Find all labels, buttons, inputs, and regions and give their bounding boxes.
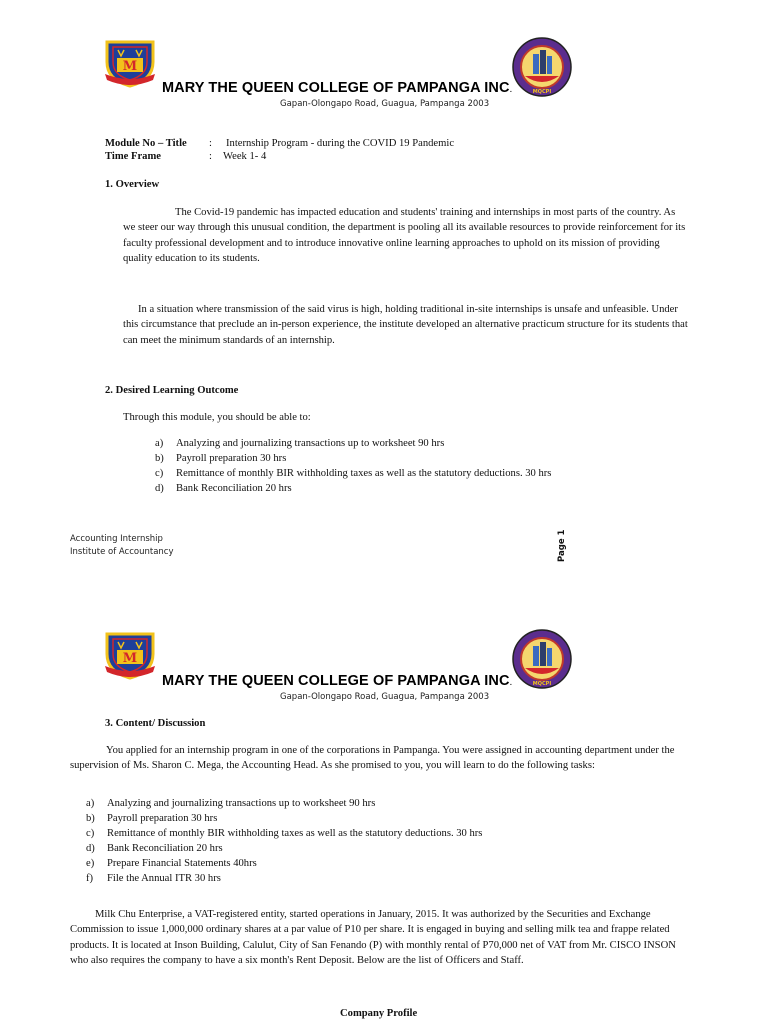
outcome-list (155, 436, 551, 496)
list-item: a) Analyzing and journalizing transactions up to worksheet 90 hrs (155, 438, 445, 449)
shield-letter: M (122, 59, 138, 74)
institute-seal-logo (511, 36, 573, 98)
content-paragraph-1: You applied for an internship program in one of the corporations in Pampanga. You were assigned in accounting department under the supervision of Ms. Sharon C. Mega, the Accounting Head. As she promised to you, you will learn to do the following tasks: (70, 745, 675, 772)
institute-seal-logo (511, 628, 573, 690)
list-item: b) Payroll preparation 30 hrs (155, 453, 287, 464)
timeframe-colon: : (209, 151, 212, 162)
case-paragraph: Milk Chu Enterprise, a VAT-registered entity, started operations in January, 2015. It was authorized by the Securities and Exchange Commission to issue 1,000,000 ordinary shares at a par value of P10 per share. It is engaged in buying and selling milk tea and frappe related products. It is located at Inson Building, Calulut, City of San Fenando (P) with monthly rental of P70,000 net of VAT from Mr. CISCO INSON who also requires the company to have a six month's Rent Deposit. Below are the list of Officers and Staff. (70, 909, 676, 966)
module-label: Module No – Title (105, 138, 187, 149)
school-address: Gapan-Olongapo Road, Guagua, Pampanga 2003 (280, 99, 490, 109)
seal-text: MQCPI (532, 89, 552, 95)
shield-letter: M (122, 651, 138, 666)
list-item: e) Prepare Financial Statements 40hrs (86, 858, 257, 869)
company-profile-heading: Company Profile (340, 1008, 418, 1019)
school-shield-logo (103, 38, 157, 88)
list-item: d) Bank Reconciliation 20 hrs (155, 483, 292, 494)
school-shield-logo (103, 630, 157, 680)
school-name: MARY THE QUEEN COLLEGE OF PAMPANGA INC. (162, 673, 513, 689)
content-heading: 3. Content/ Discussion (105, 718, 206, 729)
timeframe-label: Time Frame (105, 151, 161, 162)
footer-line-2: Institute of Accountancy (70, 547, 174, 557)
outcome-intro: Through this module, you should be able to: (123, 412, 311, 423)
task-list (86, 796, 482, 886)
seal-text: MQCPI (532, 681, 552, 687)
footer-block (70, 533, 174, 559)
school-name: MARY THE QUEEN COLLEGE OF PAMPANGA INC. (162, 80, 513, 96)
list-item: c) Remittance of monthly BIR withholding taxes as well as the statutory deductions. 30 hrs (155, 468, 552, 479)
page-number: Page 1 (557, 529, 567, 562)
list-item: a) Analyzing and journalizing transactions up to worksheet 90 hrs (86, 798, 376, 809)
list-item: f) File the Annual ITR 30 hrs (86, 873, 221, 884)
overview-paragraph-2: In a situation where transmission of the said virus is high, holding traditional in-site internships is unsafe and unfeasible. Under this circumstance that preclude an in-person experience, the institute developed an alternative practicum structure for its students that can meet the minimum standards of an internship. (123, 304, 688, 346)
school-address: Gapan-Olongapo Road, Guagua, Pampanga 2003 (280, 692, 490, 702)
module-value: Internship Program - during the COVID 19 Pandemic (226, 138, 455, 149)
module-colon: : (209, 138, 212, 149)
overview-heading: 1. Overview (105, 179, 160, 190)
list-item: c) Remittance of monthly BIR withholding taxes as well as the statutory deductions. 30 hrs (86, 828, 483, 839)
list-item: b) Payroll preparation 30 hrs (86, 813, 218, 824)
overview-paragraph-1: The Covid-19 pandemic has impacted education and students' training and internships in most parts of the country. As we steer our way through this unusual condition, the department is pooling all its available resources to provide reinforcement for its faculty professional development and to introduce innovative online learning approaches to uphold on its mission of providing quality education to its students. (123, 207, 686, 264)
footer-line-1: Accounting Internship (70, 534, 163, 544)
list-item: d) Bank Reconciliation 20 hrs (86, 843, 223, 854)
timeframe-value: Week 1- 4 (223, 151, 267, 162)
outcome-heading: 2. Desired Learning Outcome (105, 385, 239, 396)
